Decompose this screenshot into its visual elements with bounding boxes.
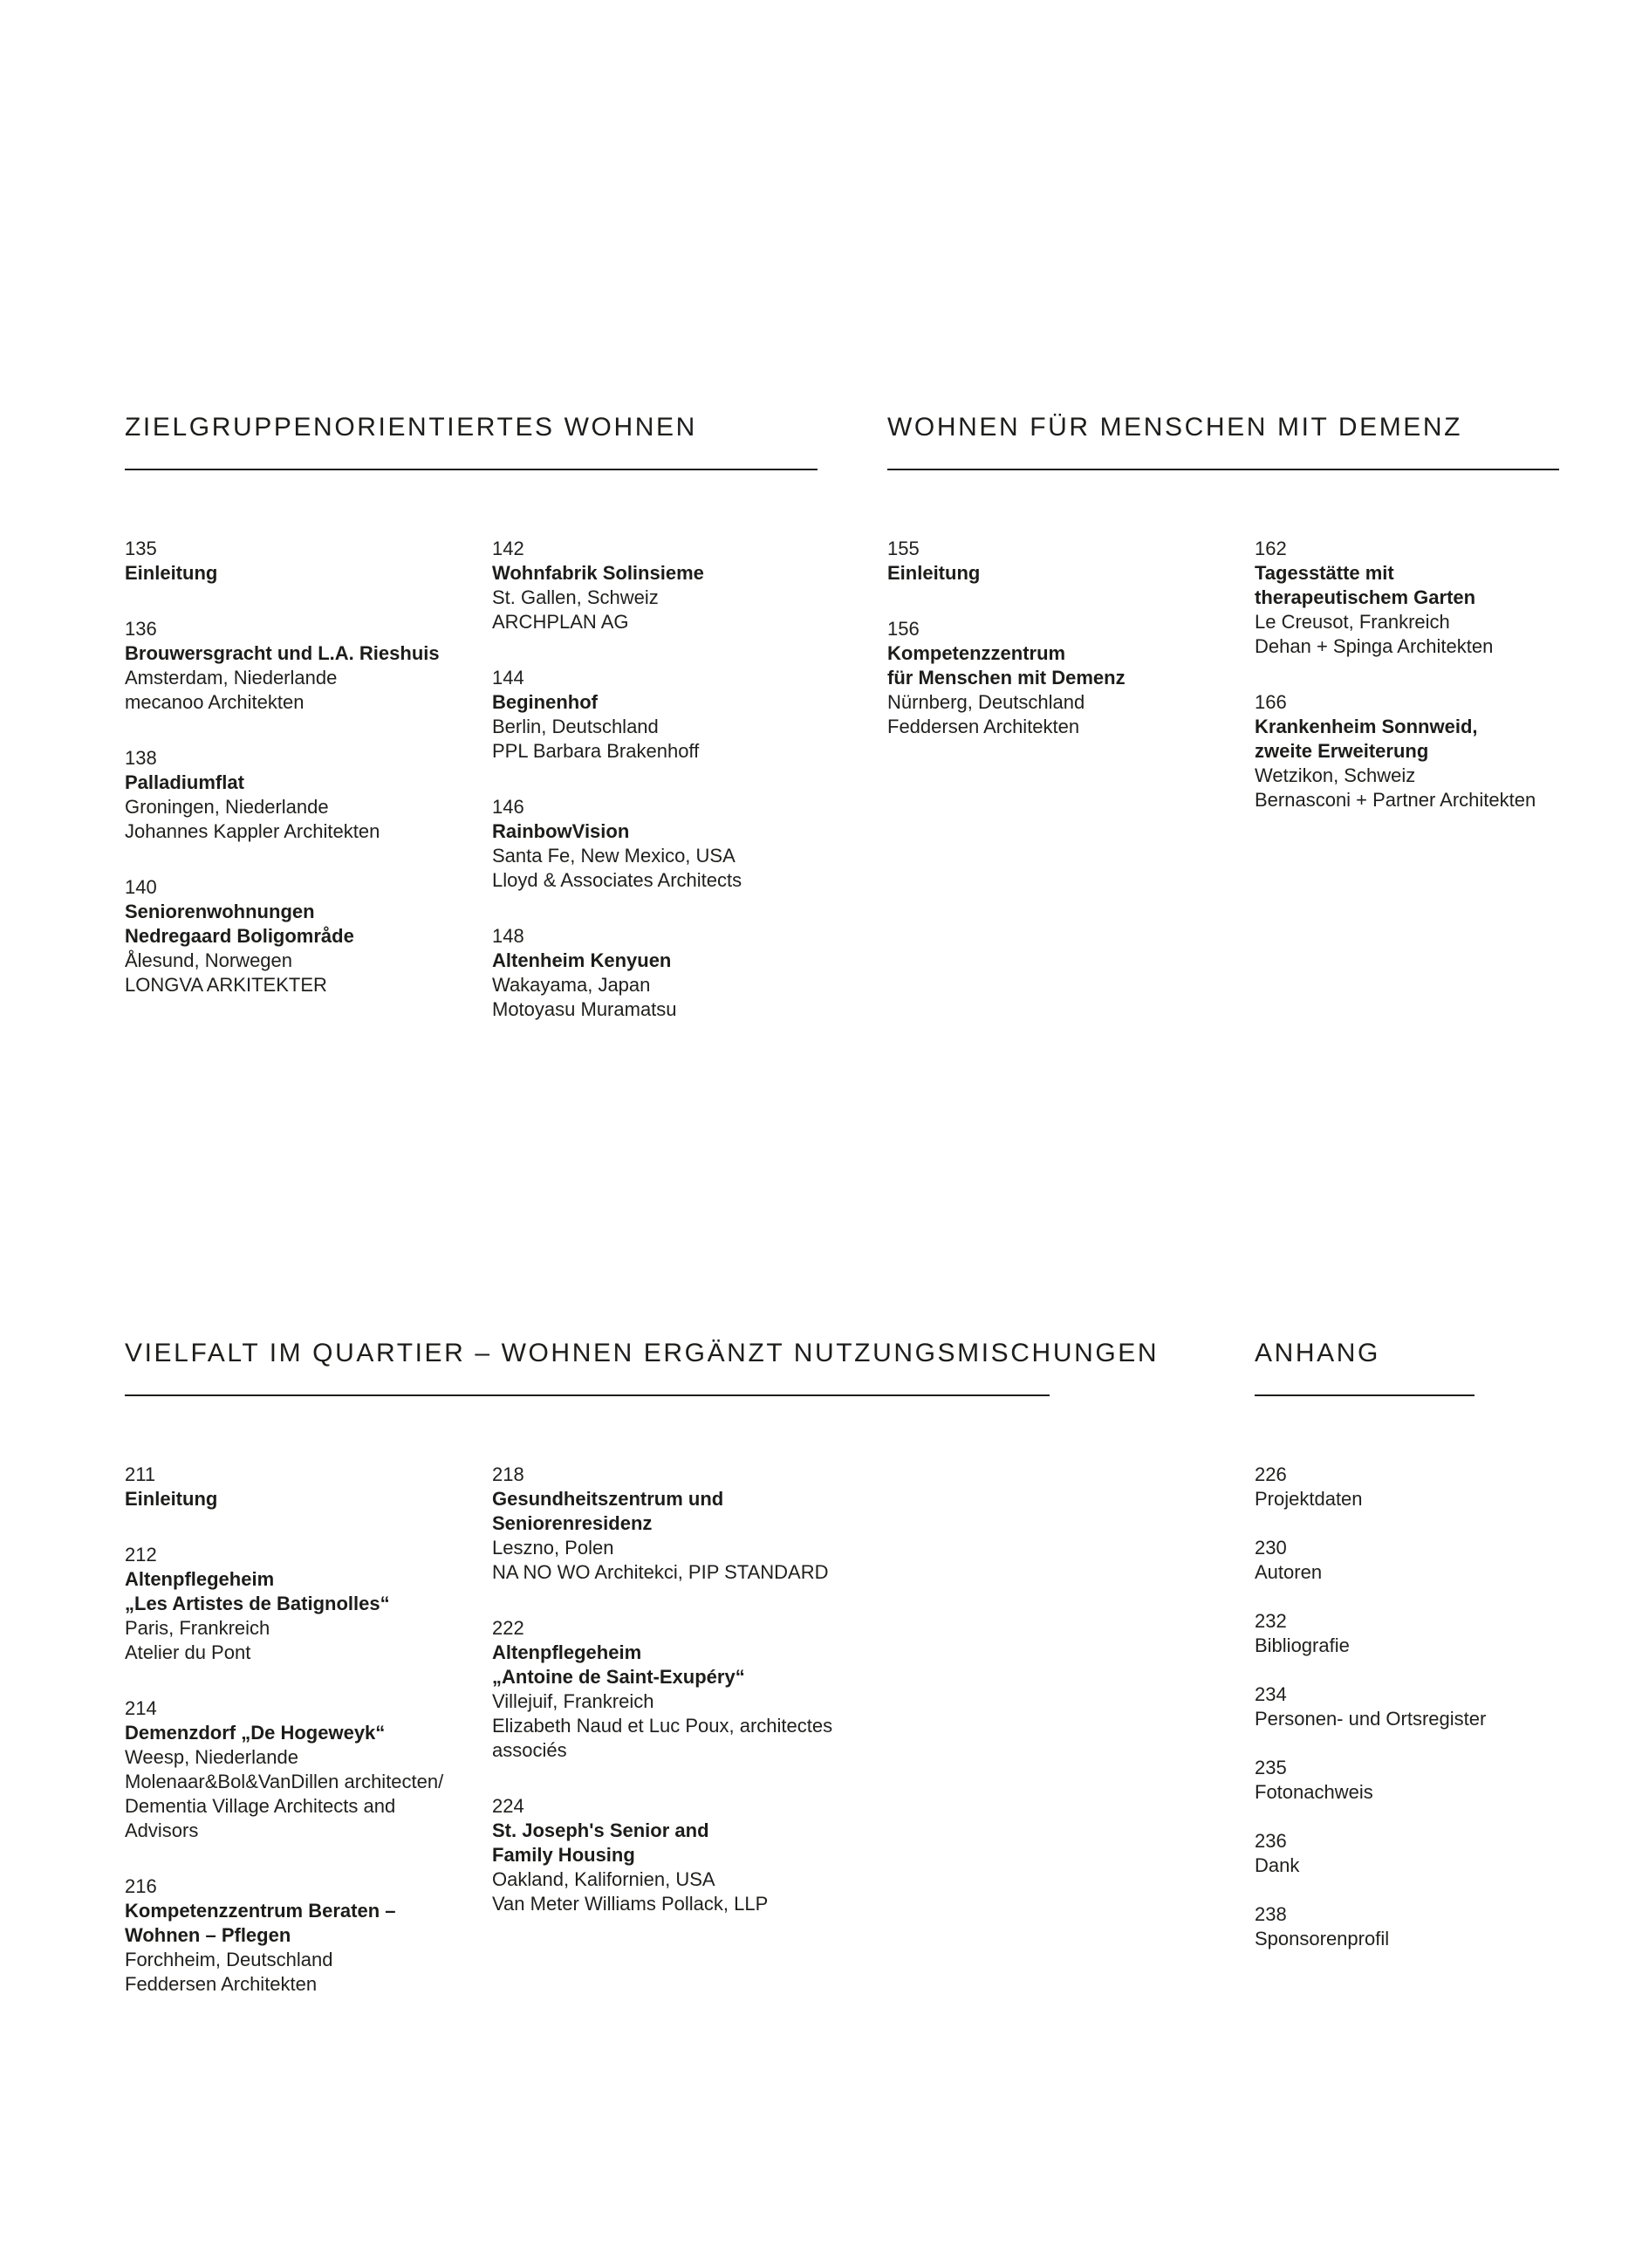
entry-detail-line: LONGVA ARKITEKTER: [125, 974, 327, 996]
toc-entry: [125, 746, 440, 844]
entry-title-line: Seniorenresidenz: [492, 1512, 653, 1534]
entry-detail-line: Advisors: [125, 1819, 199, 1841]
entry-detail-line: Berlin, Deutschland: [492, 716, 659, 737]
entry-page-number: 236: [1255, 1830, 1287, 1852]
entry-title-line: Demenzdorf „De Hogeweyk“: [125, 1722, 386, 1744]
entry-title-line: Einleitung: [125, 562, 218, 584]
entry-detail-line: Paris, Frankreich: [125, 1617, 270, 1639]
toc-column: [125, 1463, 443, 2028]
entry-page-number: 216: [125, 1875, 157, 1897]
entry-title-line: Nedregaard Boligområde: [125, 925, 354, 947]
entry-detail-line: mecanoo Architekten: [125, 691, 304, 713]
entry-detail-line: ARCHPLAN AG: [492, 611, 629, 633]
toc-entry: [1255, 1756, 1486, 1805]
entry-page-number: 140: [125, 876, 157, 898]
entry-page-number: 135: [125, 538, 157, 559]
entry-title-line: Kompetenzzentrum: [887, 642, 1066, 664]
entry-page-number: 148: [492, 925, 524, 947]
toc-entry: [125, 875, 440, 997]
entry-detail-line: PPL Barbara Brakenhoff: [492, 740, 700, 762]
toc-entry: [125, 1463, 443, 1511]
section-anhang: [1255, 1336, 1487, 1949]
entry-detail-line: Feddersen Architekten: [125, 1973, 318, 1995]
toc-column: [887, 537, 1126, 771]
toc-entry: [492, 924, 742, 1022]
entry-detail-line: Johannes Kappler Architekten: [125, 820, 380, 842]
toc-entry: [1255, 1829, 1486, 1878]
entry-detail-line: Nürnberg, Deutschland: [887, 691, 1085, 713]
entry-detail-line: Wetzikon, Schweiz: [1255, 764, 1416, 786]
toc-column: [1255, 1463, 1486, 1976]
toc-entry: [1255, 1682, 1486, 1731]
entry-title-line: Beginenhof: [492, 691, 598, 713]
entry-detail-line: Atelier du Pont: [125, 1641, 251, 1663]
entry-title-line: für Menschen mit Demenz: [887, 667, 1126, 689]
toc-column: [492, 1463, 832, 1948]
entry-page-number: 156: [887, 618, 920, 640]
entry-detail-line: Van Meter Williams Pollack, LLP: [492, 1893, 769, 1915]
section-rule: [1255, 1394, 1475, 1396]
entry-page-number: 211: [125, 1463, 156, 1485]
entry-detail-line: Santa Fe, New Mexico, USA: [492, 845, 736, 867]
section-title: WOHNEN FÜR MENSCHEN MIT DEMENZ: [887, 413, 1463, 442]
section-vielfalt: [125, 1336, 1160, 1995]
entry-detail-line: Le Creusot, Frankreich: [1255, 611, 1450, 633]
entry-detail-line: associés: [492, 1739, 567, 1761]
entry-detail-line: Dehan + Spinga Architekten: [1255, 635, 1494, 657]
entry-detail-line: Personen- und Ortsregister: [1255, 1708, 1487, 1730]
entry-page-number: 162: [1255, 538, 1287, 559]
entry-page-number: 142: [492, 538, 524, 559]
entry-title-line: St. Joseph's Senior and: [492, 1819, 709, 1841]
section-rule: [125, 469, 818, 470]
entry-detail-line: Forchheim, Deutschland: [125, 1949, 333, 1970]
entry-page-number: 234: [1255, 1683, 1287, 1705]
entry-detail-line: NA NO WO Architekci, PIP STANDARD: [492, 1561, 829, 1583]
entry-title-line: Einleitung: [887, 562, 981, 584]
toc-entry: [125, 1543, 443, 1665]
entry-detail-line: Motoyasu Muramatsu: [492, 998, 677, 1020]
entry-title-line: Gesundheitszentrum und: [492, 1488, 724, 1510]
entry-detail-line: Feddersen Architekten: [887, 716, 1080, 737]
entry-detail-line: Bernasconi + Partner Architekten: [1255, 789, 1536, 811]
entry-page-number: 136: [125, 618, 157, 640]
entry-detail-line: Amsterdam, Niederlande: [125, 667, 338, 689]
entry-page-number: 218: [492, 1463, 524, 1485]
entry-title-line: zweite Erweiterung: [1255, 740, 1429, 762]
section-title: ZIELGRUPPENORIENTIERTES WOHNEN: [125, 413, 697, 442]
entry-page-number: 232: [1255, 1610, 1287, 1632]
entry-page-number: 224: [492, 1795, 524, 1817]
entry-title-line: Krankenheim Sonnweid,: [1255, 716, 1478, 737]
section-title: ANHANG: [1255, 1339, 1380, 1367]
toc-entry: [1255, 537, 1536, 659]
entry-detail-line: Sponsorenprofil: [1255, 1928, 1390, 1949]
entry-title-line: Altenpflegeheim: [492, 1641, 642, 1663]
entry-detail-line: Projektdaten: [1255, 1488, 1363, 1510]
entry-title-line: „Antoine de Saint-Exupéry“: [492, 1666, 745, 1688]
entry-page-number: 230: [1255, 1537, 1287, 1559]
entry-detail-line: Molenaar&Bol&VanDillen architecten/: [125, 1771, 444, 1792]
toc-entry: [125, 537, 440, 586]
toc-entry: [492, 666, 742, 764]
entry-detail-line: Leszno, Polen: [492, 1537, 614, 1559]
toc-entry: [125, 617, 440, 715]
entry-detail-line: Wakayama, Japan: [492, 974, 651, 996]
entry-title-line: Kompetenzzentrum Beraten –: [125, 1900, 396, 1922]
entry-page-number: 222: [492, 1617, 524, 1639]
entry-page-number: 238: [1255, 1903, 1287, 1925]
entry-title-line: Einleitung: [125, 1488, 218, 1510]
entry-detail-line: Fotonachweis: [1255, 1781, 1373, 1803]
entry-detail-line: Lloyd & Associates Architects: [492, 869, 742, 891]
entry-detail-line: Bibliografie: [1255, 1634, 1350, 1656]
entry-page-number: 155: [887, 538, 920, 559]
entry-title-line: Wohnen – Pflegen: [125, 1924, 291, 1946]
toc-entry: [887, 617, 1126, 739]
entry-page-number: 138: [125, 747, 157, 769]
entry-detail-line: Dementia Village Architects and: [125, 1795, 396, 1817]
entry-title-line: Brouwersgracht und L.A. Rieshuis: [125, 642, 440, 664]
entry-page-number: 166: [1255, 691, 1287, 713]
toc-column: [125, 537, 440, 1029]
entry-title-line: „Les Artistes de Batignolles“: [125, 1593, 390, 1614]
toc-entry: [125, 1874, 443, 1997]
entry-detail-line: Weesp, Niederlande: [125, 1746, 298, 1768]
section-title: VIELFALT IM QUARTIER – WOHNEN ERGÄNZT NUTZUNGSMISCHUNGEN: [125, 1339, 1160, 1367]
toc-entry: [492, 1463, 832, 1585]
section-demenz: [887, 410, 1559, 811]
toc-entry: [492, 537, 742, 634]
toc-entry: [1255, 1463, 1486, 1511]
entry-title-line: Altenheim Kenyuen: [492, 949, 672, 971]
toc-entry: [1255, 690, 1536, 812]
section-rule: [125, 1394, 1050, 1396]
entry-title-line: Palladiumflat: [125, 771, 244, 793]
entry-detail-line: Villejuif, Frankreich: [492, 1690, 654, 1712]
entry-title-line: Tagesstätte mit: [1255, 562, 1394, 584]
toc-entry: [492, 1794, 832, 1916]
entry-detail-line: Ålesund, Norwegen: [125, 949, 293, 971]
entry-title-line: Seniorenwohnungen: [125, 901, 315, 922]
toc-entry: [1255, 1609, 1486, 1658]
entry-page-number: 235: [1255, 1757, 1287, 1778]
entry-page-number: 226: [1255, 1463, 1287, 1485]
entry-detail-line: Autoren: [1255, 1561, 1323, 1583]
entry-title-line: RainbowVision: [492, 820, 630, 842]
entry-page-number: 214: [125, 1697, 157, 1719]
toc-entry: [1255, 1902, 1486, 1951]
entry-page-number: 146: [492, 796, 524, 818]
toc-entry: [887, 537, 1126, 586]
section-zielgruppen: [125, 410, 818, 1020]
toc-entry: [125, 1696, 443, 1843]
toc-entry: [1255, 1536, 1486, 1585]
entry-title-line: therapeutischem Garten: [1255, 586, 1476, 608]
toc-entry: [492, 795, 742, 893]
entry-detail-line: Oakland, Kalifornien, USA: [492, 1868, 715, 1890]
entry-page-number: 144: [492, 667, 524, 689]
entry-page-number: 212: [125, 1544, 157, 1566]
entry-detail-line: Elizabeth Naud et Luc Poux, architectes: [492, 1715, 833, 1737]
entry-detail-line: Groningen, Niederlande: [125, 796, 329, 818]
entry-title-line: Wohnfabrik Solinsieme: [492, 562, 704, 584]
entry-detail-line: St. Gallen, Schweiz: [492, 586, 659, 608]
entry-detail-line: Dank: [1255, 1854, 1300, 1876]
toc-entry: [492, 1616, 832, 1763]
toc-column: [492, 537, 742, 1053]
toc-column: [1255, 537, 1536, 844]
section-rule: [887, 469, 1559, 470]
entry-title-line: Family Housing: [492, 1844, 635, 1866]
entry-title-line: Altenpflegeheim: [125, 1568, 275, 1590]
